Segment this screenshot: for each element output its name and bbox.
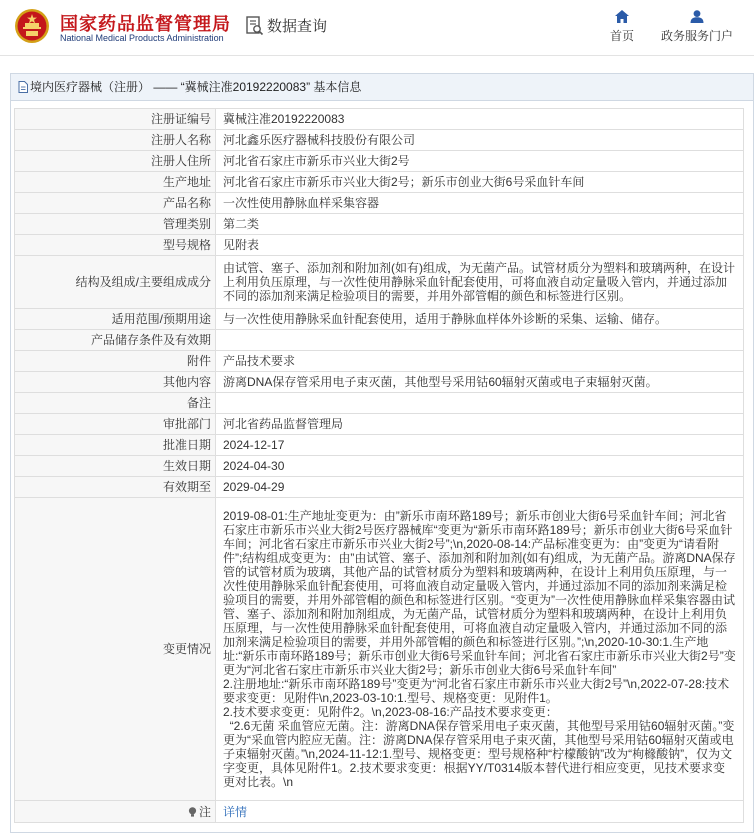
field-value: 河北省石家庄市新乐市兴业大街2号 bbox=[216, 151, 744, 172]
table-row bbox=[15, 256, 744, 309]
brand-name-cn: 国家药品监督管理局 bbox=[60, 14, 231, 34]
field-value: 2024-12-17 bbox=[216, 435, 744, 456]
field-value: 河北鑫乐医疗器械科技股份有限公司 bbox=[216, 130, 744, 151]
table-row bbox=[15, 477, 744, 498]
field-label: 其他内容 bbox=[15, 372, 216, 393]
field-value: 2024-04-30 bbox=[216, 456, 744, 477]
field-value bbox=[216, 393, 744, 414]
table-row bbox=[15, 193, 744, 214]
field-value: 见附表 bbox=[216, 235, 744, 256]
field-value: 河北省石家庄市新乐市兴业大街2号；新乐市创业大街6号采血针车间 bbox=[216, 172, 744, 193]
field-label: 有效期至 bbox=[15, 477, 216, 498]
field-label: 注册证编号 bbox=[15, 109, 216, 130]
table-row bbox=[15, 130, 744, 151]
nav-home-label: 首页 bbox=[609, 29, 634, 43]
home-icon bbox=[615, 10, 629, 23]
brand-name-en: National Medical Products Administration bbox=[60, 33, 224, 43]
field-value: 河北省药品监督管理局 bbox=[216, 414, 744, 435]
table-row bbox=[15, 214, 744, 235]
panel-title: 境内医疗器械（注册） —— “冀械注准20192220083” 基本信息 bbox=[30, 80, 362, 94]
data-query-icon bbox=[246, 16, 264, 36]
field-label: 注册人住所 bbox=[15, 151, 216, 172]
nav-portal-label: 政务服务门户 bbox=[660, 29, 733, 43]
table-row bbox=[15, 351, 744, 372]
table-row bbox=[15, 109, 744, 130]
table-row bbox=[15, 456, 744, 477]
field-label: 审批部门 bbox=[15, 414, 216, 435]
field-label: 型号规格 bbox=[15, 235, 216, 256]
field-value bbox=[216, 330, 744, 351]
table-row bbox=[15, 414, 744, 435]
table-row bbox=[15, 372, 744, 393]
field-value: 产品技术要求 bbox=[216, 351, 744, 372]
field-value: 第二类 bbox=[216, 214, 744, 235]
table-row bbox=[15, 151, 744, 172]
change-history-text: 2019-08-01:生产地址变更为：由”新乐市南环路189号；新乐市创业大街6号采血针车间；河北省石家庄市新乐市兴业大街2号医疗器械库“变更为“新乐市南环路189号；新乐市创业大街6号采血针车间；河北省石家庄市新乐市兴业大街2号”;\n,2020-08-14:产品标准变更为：由”变更为“请看附件”;结构组成变更为：由”由试管、塞子、添加剂和附加剂(如有)组成，为无菌产品。游离DNA保存管的试管材质为玻璃，其他产品的试管材质分为塑料和玻璃两种，在设计上利用负压原理，与一次性使用静脉采血针配套使用，可将血液自动定量吸入管内，并通过添加不同的添加剂来满足检验项目的需要，并用外部管帽的颜色和标签进行区别。“变更为”一次性使用静脉血样采集容器由试管、塞子、添加剂和附加剂组成，为无菌产品，试管材质分为塑料和玻璃两种，在设计上利用负压原理，与一次性使用静脉采血针配套使用，可将血液自动定量吸入管内，并通过添加不同的添加剂来满足检验项目的需要，并用外部管帽的颜色和标签进行区别。”;\n,2020-10-30:1.生产地址:“新乐市南环路189号；新乐市创业大街6号采血针车间；河北省石家庄市新乐市兴业大街2号”变更为“河北省石家庄市新乐市兴业大街2号；新乐市创业大街6号采血针车间” 2.注册地址:“新乐市南环路189号”变更为“河北省石家庄市新乐市兴业大街2号”\n,2022-07-28:技术要求变更：见附件\n,2023-03-10:1.型号、规格变更：见附件1。 2.技术要求变更：见附件2。\n,2023-08-16:产品技术要求变更： “2.6无菌 采血管应无菌。注：游离DNA保存管采用电子束灭菌，其他型号采用钴60辐射灭菌。”变更为“采血管内腔应无菌。注：游离DNA保存管采用电子束灭菌，其他型号采用钴60辐射灭菌或电子束辐射灭菌。”\n,2024-11-12:1.型号、规格变更：型号规格种“柠檬酸钠”改为“枸橼酸钠”，仅为文字变更，具体见附件1。2.技术要求变更：根据YY/T0314版本替代进行相应变更，见技术要求变更对比表。\n bbox=[223, 509, 736, 789]
emblem-logo[interactable] bbox=[14, 8, 50, 44]
note-label: 注 bbox=[198, 804, 211, 819]
field-label: 结构及组成/主要组成成分 bbox=[15, 256, 216, 309]
data-query-title[interactable] bbox=[246, 15, 327, 36]
field-label: 管理类别 bbox=[15, 214, 216, 235]
note-label-cell bbox=[15, 801, 216, 823]
field-value: 一次性使用静脉血样采集容器 bbox=[216, 193, 744, 214]
table-row bbox=[15, 172, 744, 193]
field-label: 附件 bbox=[15, 351, 216, 372]
nav-home[interactable] bbox=[608, 10, 636, 44]
field-value: 冀械注准20192220083 bbox=[216, 109, 744, 130]
change-history bbox=[216, 498, 744, 801]
field-value: 由试管、塞子、添加剂和附加剂(如有)组成，为无菌产品。试管材质分为塑料和玻璃两种，在设计上利用负压原理，与一次性使用静脉采血针配套使用，可将血液自动定量吸入管内，并通过添加不同的添加剂来满足检验项目的需要，并用外部管帽的颜色和标签进行区别。 bbox=[216, 256, 744, 309]
info-table bbox=[14, 108, 744, 823]
details-link[interactable]: 详情 bbox=[223, 804, 248, 819]
table-row bbox=[15, 330, 744, 351]
field-label: 适用范围/预期用途 bbox=[15, 309, 216, 330]
field-label: 生产地址 bbox=[15, 172, 216, 193]
record-panel bbox=[10, 73, 754, 833]
change-label: 变更情况 bbox=[15, 498, 216, 801]
table-row bbox=[15, 498, 744, 801]
lightbulb-icon bbox=[188, 807, 197, 817]
site-header bbox=[0, 0, 754, 56]
data-query-label: 数据查询 bbox=[267, 18, 328, 35]
table-row bbox=[15, 801, 744, 823]
field-label: 产品储存条件及有效期 bbox=[15, 330, 216, 351]
field-label: 生效日期 bbox=[15, 456, 216, 477]
document-icon bbox=[18, 81, 28, 93]
table-row bbox=[15, 309, 744, 330]
field-label: 批准日期 bbox=[15, 435, 216, 456]
nav-portal[interactable] bbox=[660, 10, 734, 44]
table-row bbox=[15, 235, 744, 256]
field-label: 产品名称 bbox=[15, 193, 216, 214]
field-value: 2029-04-29 bbox=[216, 477, 744, 498]
field-label: 注册人名称 bbox=[15, 130, 216, 151]
user-icon bbox=[690, 10, 704, 23]
field-value: 游离DNA保存管采用电子束灭菌，其他型号采用钴60辐射灭菌或电子束辐射灭菌。 bbox=[216, 372, 744, 393]
field-label: 备注 bbox=[15, 393, 216, 414]
table-row bbox=[15, 393, 744, 414]
table-row bbox=[15, 435, 744, 456]
field-value: 与一次性使用静脉采血针配套使用，适用于静脉血样体外诊断的采集、运输、储存。 bbox=[216, 309, 744, 330]
note-value bbox=[216, 801, 744, 823]
panel-title-bar bbox=[11, 74, 753, 101]
